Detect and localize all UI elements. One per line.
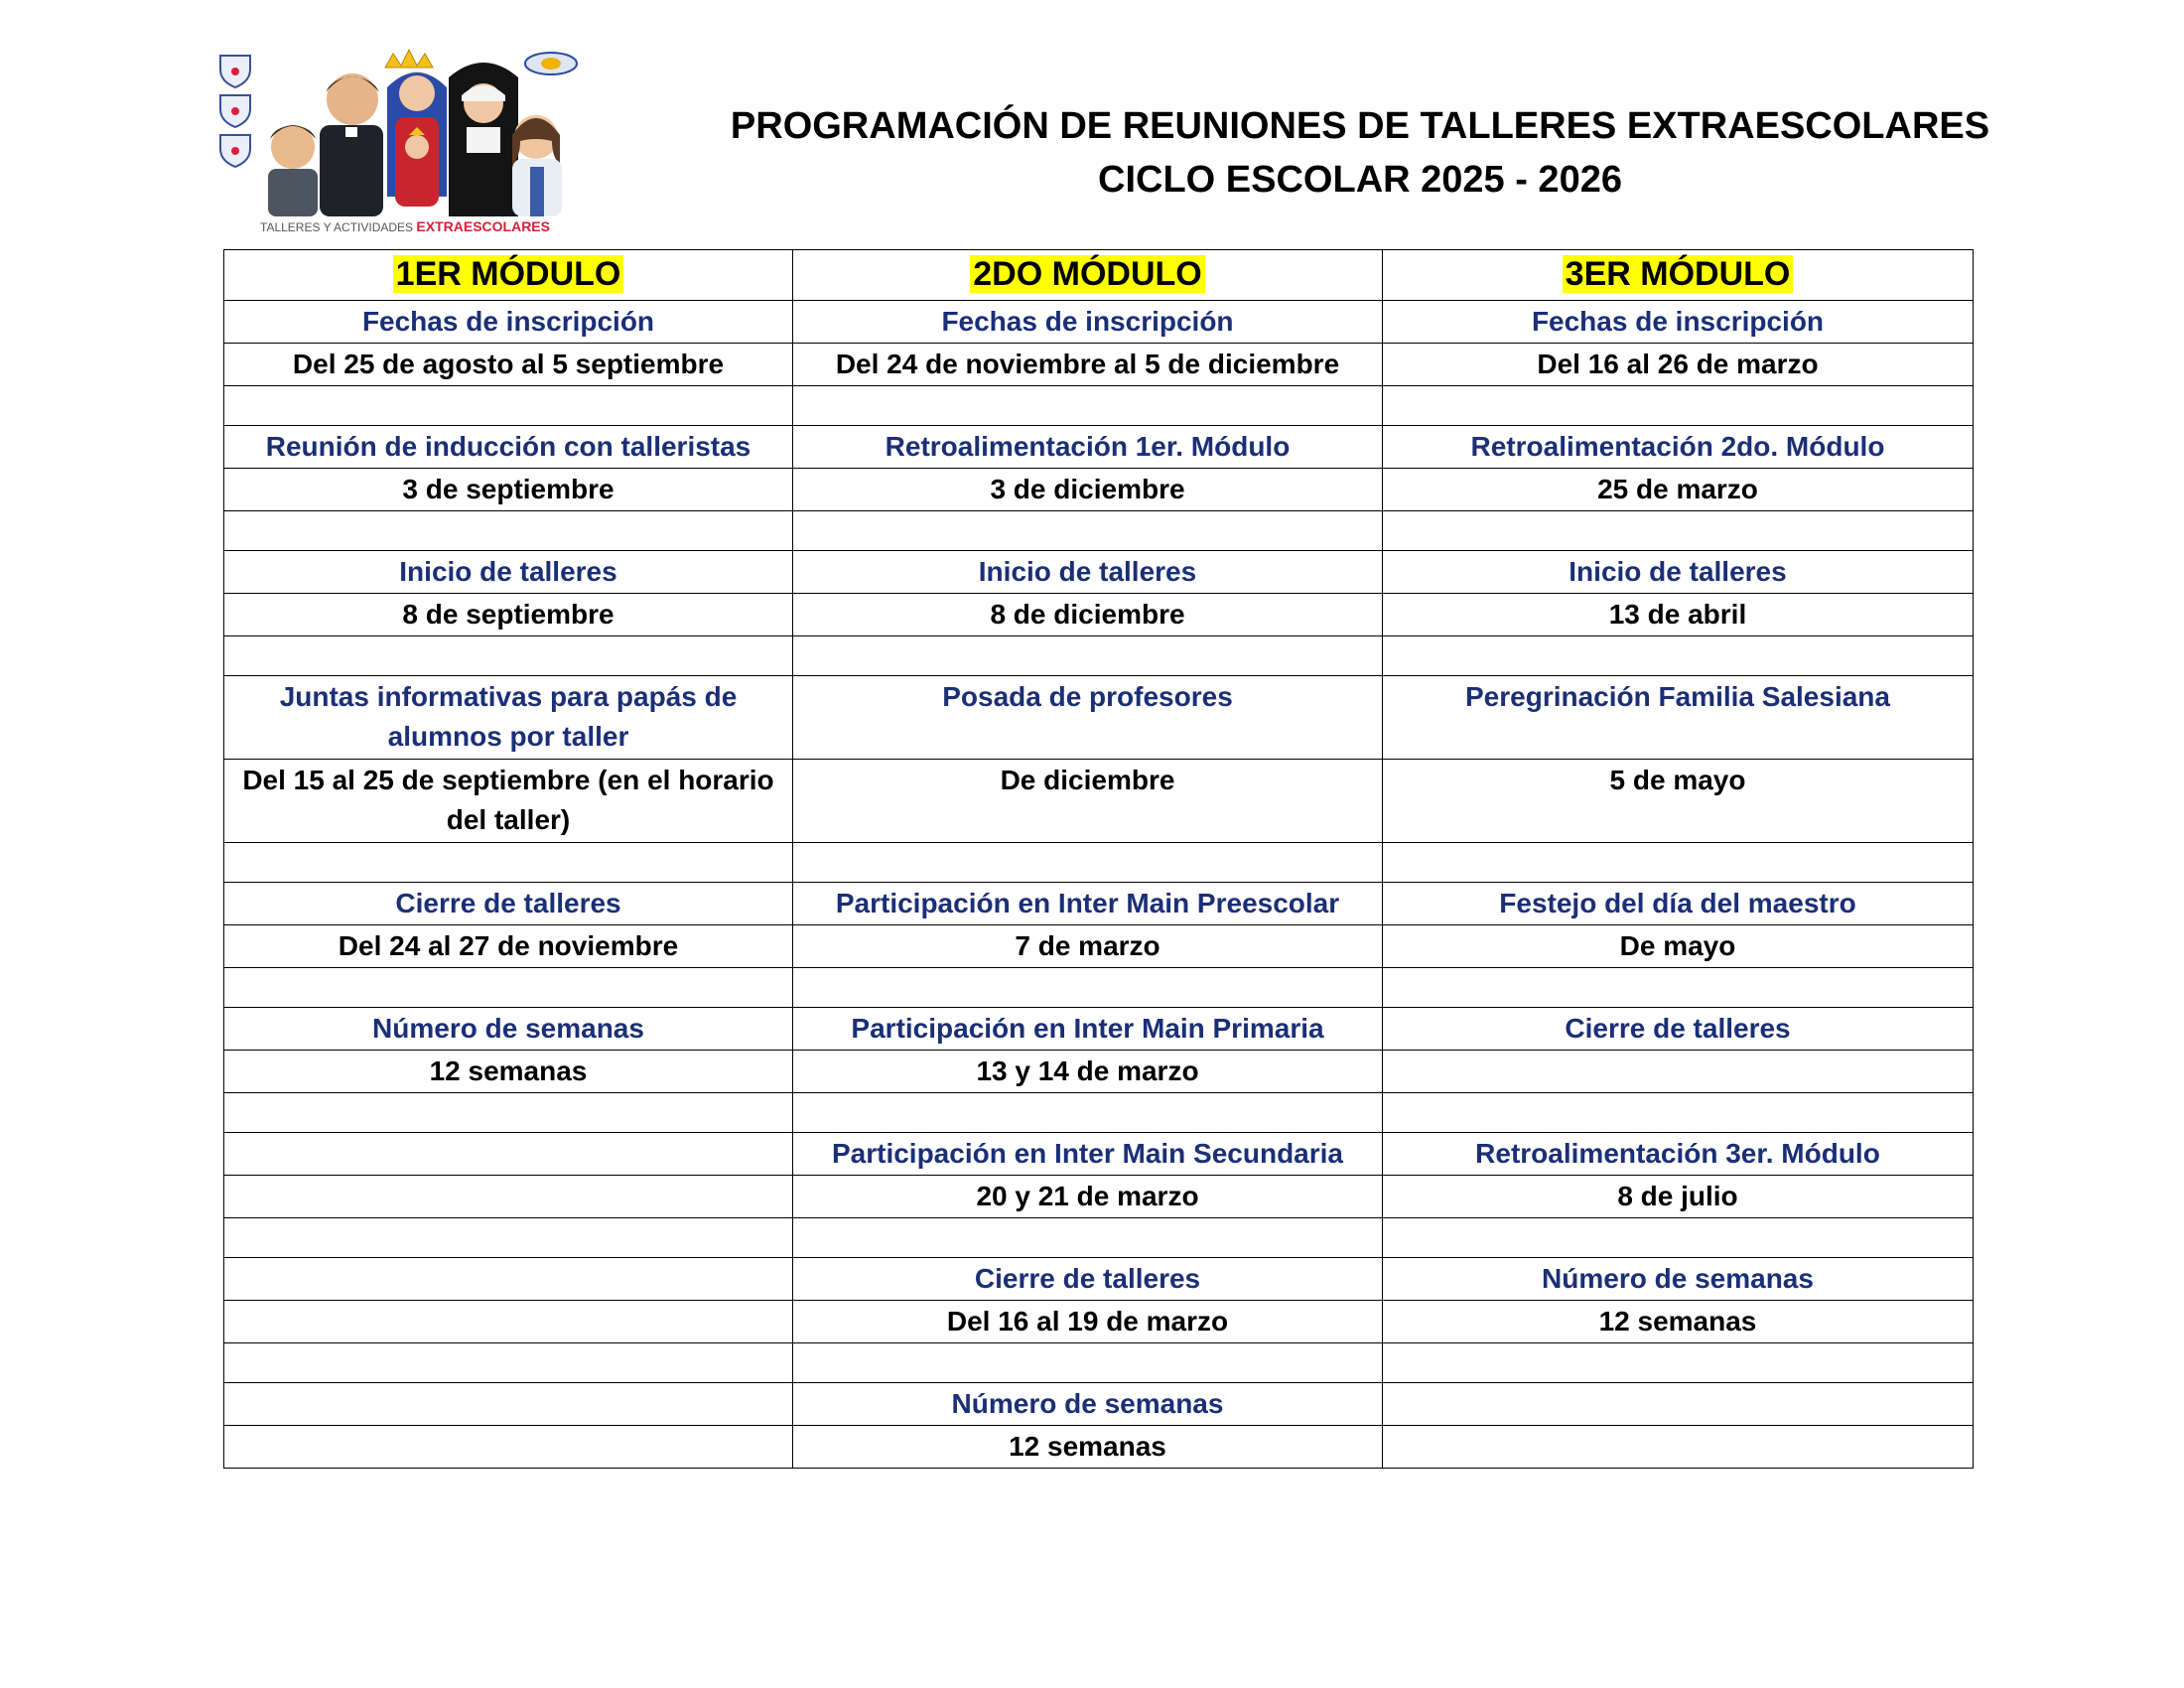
empty-cell bbox=[1383, 843, 1974, 883]
event-label-cell: Número de semanas bbox=[1383, 1258, 1974, 1301]
table-row bbox=[224, 1051, 1974, 1093]
event-label-cell: Participación en Inter Main Preescolar bbox=[793, 883, 1383, 925]
event-date-cell: 8 de septiembre bbox=[224, 594, 793, 636]
school-logo bbox=[218, 48, 586, 236]
event-date-cell bbox=[1383, 1051, 1974, 1093]
empty-cell bbox=[793, 1343, 1383, 1383]
empty-cell bbox=[224, 1343, 793, 1383]
table-row bbox=[224, 1258, 1974, 1301]
empty-cell bbox=[1383, 1343, 1974, 1383]
event-label-cell: Inicio de talleres bbox=[224, 551, 793, 594]
event-date-cell: Del 16 al 26 de marzo bbox=[1383, 344, 1974, 386]
header bbox=[695, 99, 2025, 207]
empty-cell bbox=[793, 511, 1383, 551]
module-header-cell bbox=[1383, 250, 1974, 301]
event-label-cell: Retroalimentación 1er. Módulo bbox=[793, 426, 1383, 469]
event-date-cell: 8 de diciembre bbox=[793, 594, 1383, 636]
event-label-cell: Peregrinación Familia Salesiana bbox=[1383, 676, 1974, 760]
event-label-cell: Número de semanas bbox=[224, 1008, 793, 1051]
empty-cell bbox=[224, 1093, 793, 1133]
event-date-cell bbox=[224, 1426, 793, 1469]
table-row bbox=[224, 511, 1974, 551]
table-row bbox=[224, 426, 1974, 469]
logo-illustration-icon bbox=[218, 48, 586, 216]
module-1-title: 1ER MÓDULO bbox=[393, 255, 624, 293]
event-date-cell: 5 de mayo bbox=[1383, 760, 1974, 843]
table-row bbox=[224, 883, 1974, 925]
empty-cell bbox=[224, 843, 793, 883]
event-label-cell: Fechas de inscripción bbox=[793, 301, 1383, 344]
table-row bbox=[224, 1218, 1974, 1258]
table-row bbox=[224, 925, 1974, 968]
table-row bbox=[224, 469, 1974, 511]
event-label-cell: Fechas de inscripción bbox=[224, 301, 793, 344]
event-date-cell: 20 y 21 de marzo bbox=[793, 1176, 1383, 1218]
module-header-cell bbox=[793, 250, 1383, 301]
event-label-cell: Festejo del día del maestro bbox=[1383, 883, 1974, 925]
event-label-cell: Cierre de talleres bbox=[224, 883, 793, 925]
event-date-cell: De diciembre bbox=[793, 760, 1383, 843]
table-row bbox=[224, 1093, 1974, 1133]
logo-caption-text: TALLERES Y ACTIVIDADES bbox=[260, 220, 414, 234]
event-label-cell: Cierre de talleres bbox=[1383, 1008, 1974, 1051]
module-header-cell bbox=[224, 250, 793, 301]
table-row bbox=[224, 1008, 1974, 1051]
module-2-title: 2DO MÓDULO bbox=[970, 255, 1204, 293]
empty-cell bbox=[224, 968, 793, 1008]
empty-cell bbox=[1383, 1093, 1974, 1133]
event-date-cell: 12 semanas bbox=[793, 1426, 1383, 1469]
event-label-cell bbox=[224, 1258, 793, 1301]
event-label-cell: Juntas informativas para papás de alumnos por taller bbox=[224, 676, 793, 760]
empty-cell bbox=[793, 386, 1383, 426]
empty-cell bbox=[793, 1093, 1383, 1133]
event-label-cell: Reunión de inducción con talleristas bbox=[224, 426, 793, 469]
event-label-cell: Inicio de talleres bbox=[1383, 551, 1974, 594]
table-row bbox=[224, 1343, 1974, 1383]
empty-cell bbox=[1383, 968, 1974, 1008]
event-date-cell: Del 15 al 25 de septiembre (en el horario del taller) bbox=[224, 760, 793, 843]
empty-cell bbox=[224, 511, 793, 551]
event-date-cell: 13 de abril bbox=[1383, 594, 1974, 636]
table-row bbox=[224, 551, 1974, 594]
event-date-cell: 7 de marzo bbox=[793, 925, 1383, 968]
empty-cell bbox=[1383, 1218, 1974, 1258]
event-date-cell: Del 25 de agosto al 5 septiembre bbox=[224, 344, 793, 386]
event-label-cell: Número de semanas bbox=[793, 1383, 1383, 1426]
table-row bbox=[224, 1176, 1974, 1218]
event-date-cell bbox=[224, 1176, 793, 1218]
table-row bbox=[224, 301, 1974, 344]
empty-cell bbox=[1383, 636, 1974, 676]
event-date-cell: 13 y 14 de marzo bbox=[793, 1051, 1383, 1093]
empty-cell bbox=[224, 1218, 793, 1258]
logo-caption bbox=[260, 218, 550, 234]
event-label-cell: Participación en Inter Main Secundaria bbox=[793, 1133, 1383, 1176]
event-label-cell: Retroalimentación 2do. Módulo bbox=[1383, 426, 1974, 469]
event-date-cell: Del 24 de noviembre al 5 de diciembre bbox=[793, 344, 1383, 386]
module-header-row bbox=[224, 250, 1974, 301]
table-row bbox=[224, 760, 1974, 843]
logo-caption-highlight: EXTRAESCOLARES bbox=[416, 218, 550, 234]
empty-cell bbox=[793, 968, 1383, 1008]
empty-cell bbox=[793, 1218, 1383, 1258]
event-date-cell: Del 24 al 27 de noviembre bbox=[224, 925, 793, 968]
table-row bbox=[224, 386, 1974, 426]
event-label-cell: Posada de profesores bbox=[793, 676, 1383, 760]
table-row bbox=[224, 636, 1974, 676]
table-row bbox=[224, 594, 1974, 636]
empty-cell bbox=[793, 636, 1383, 676]
event-label-cell: Retroalimentación 3er. Módulo bbox=[1383, 1133, 1974, 1176]
event-label-cell bbox=[224, 1133, 793, 1176]
table-row bbox=[224, 968, 1974, 1008]
event-label-cell bbox=[1383, 1383, 1974, 1426]
schedule-table bbox=[223, 249, 1974, 1469]
table-row bbox=[224, 344, 1974, 386]
table-row bbox=[224, 676, 1974, 760]
event-date-cell: 3 de septiembre bbox=[224, 469, 793, 511]
empty-cell bbox=[1383, 386, 1974, 426]
event-date-cell: 12 semanas bbox=[224, 1051, 793, 1093]
empty-cell bbox=[1383, 511, 1974, 551]
event-label-cell: Fechas de inscripción bbox=[1383, 301, 1974, 344]
event-date-cell: 8 de julio bbox=[1383, 1176, 1974, 1218]
page-subtitle: CICLO ESCOLAR 2025 - 2026 bbox=[1098, 159, 1622, 201]
event-label-cell: Cierre de talleres bbox=[793, 1258, 1383, 1301]
table-row bbox=[224, 1133, 1974, 1176]
table-row bbox=[224, 843, 1974, 883]
page-title: PROGRAMACIÓN DE REUNIONES DE TALLERES EXTRAESCOLARES bbox=[730, 105, 1990, 147]
event-date-cell: 25 de marzo bbox=[1383, 469, 1974, 511]
empty-cell bbox=[224, 636, 793, 676]
empty-cell bbox=[224, 386, 793, 426]
event-date-cell: 12 semanas bbox=[1383, 1301, 1974, 1343]
table-row bbox=[224, 1426, 1974, 1469]
table-row bbox=[224, 1301, 1974, 1343]
event-date-cell: 3 de diciembre bbox=[793, 469, 1383, 511]
empty-cell bbox=[793, 843, 1383, 883]
event-label-cell bbox=[224, 1383, 793, 1426]
table-row bbox=[224, 1383, 1974, 1426]
event-date-cell: De mayo bbox=[1383, 925, 1974, 968]
event-label-cell: Participación en Inter Main Primaria bbox=[793, 1008, 1383, 1051]
event-date-cell: Del 16 al 19 de marzo bbox=[793, 1301, 1383, 1343]
event-date-cell bbox=[1383, 1426, 1974, 1469]
module-3-title: 3ER MÓDULO bbox=[1563, 255, 1794, 293]
event-date-cell bbox=[224, 1301, 793, 1343]
event-label-cell: Inicio de talleres bbox=[793, 551, 1383, 594]
